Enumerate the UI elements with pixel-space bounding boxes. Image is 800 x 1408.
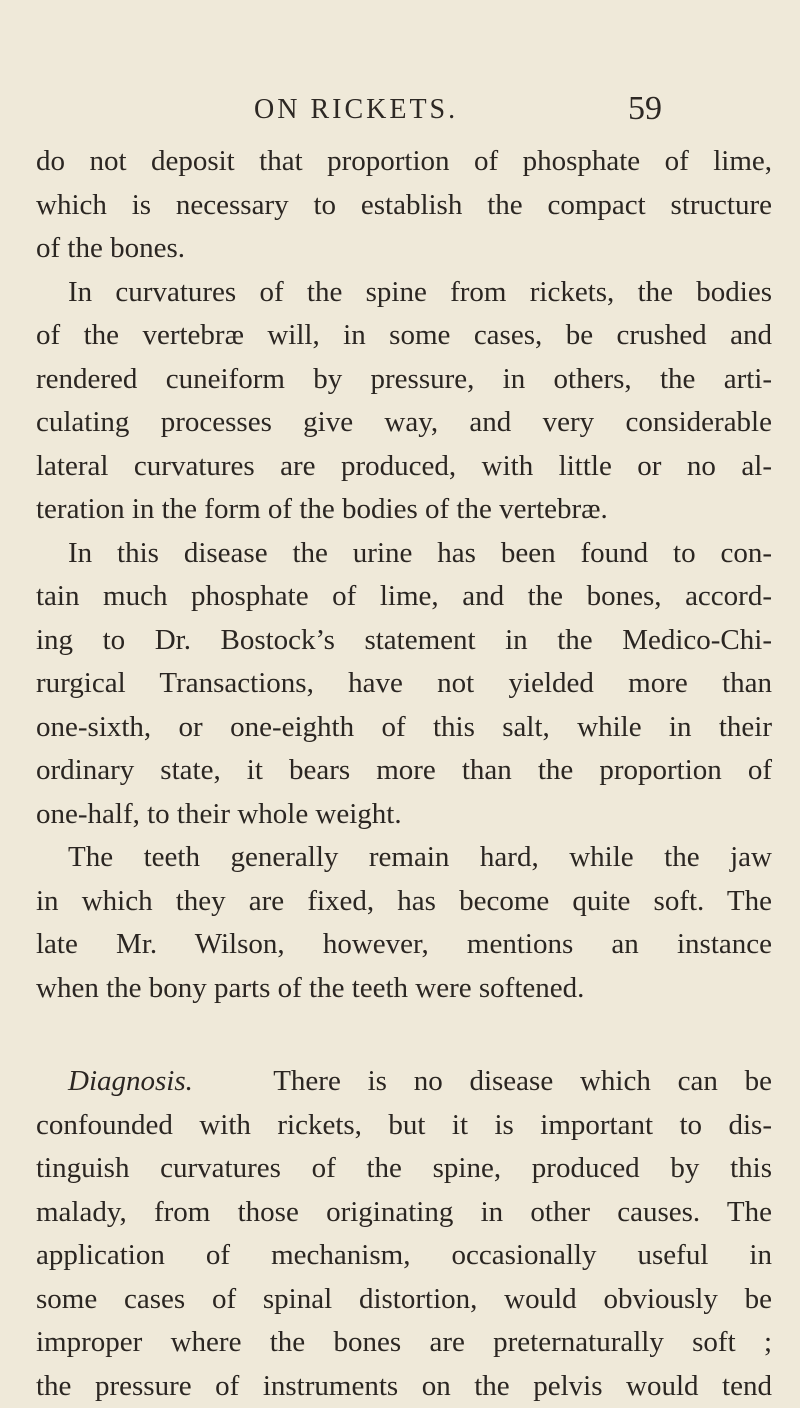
text-line: lateral curvatures are produced, with little or no al- [36, 445, 772, 489]
text-line: in which they are fixed, has become quite soft. The [36, 880, 772, 924]
text-line: which is necessary to establish the compact structure [36, 184, 772, 228]
running-head [0, 94, 800, 138]
paragraph-diagnosis [36, 1060, 772, 1408]
paragraph-3 [36, 532, 772, 837]
text-line: teration in the form of the bodies of the vertebræ. [36, 488, 772, 532]
text-line: culating processes give way, and very considerable [36, 401, 772, 445]
section-heading-diagnosis: Diagnosis. [68, 1065, 193, 1097]
text-line: rendered cuneiform by pressure, in others, the arti- [36, 358, 772, 402]
running-title: ON RICKETS. [254, 94, 458, 126]
paragraph-2 [36, 271, 772, 532]
text-line: one-sixth, or one-eighth of this salt, while in their [36, 706, 772, 750]
text-line: the pressure of instruments on the pelvis would tend [36, 1365, 772, 1408]
text-line: ing to Dr. Bostock’s statement in the Medico-Chi- [36, 619, 772, 663]
paragraph-1 [36, 140, 772, 271]
text-line: tinguish curvatures of the spine, produced by this [36, 1147, 772, 1191]
text-line: application of mechanism, occasionally useful in [36, 1234, 772, 1278]
text-line: some cases of spinal distortion, would obviously be [36, 1278, 772, 1322]
text-line: The teeth generally remain hard, while the jaw [36, 836, 772, 880]
text-line: In curvatures of the spine from rickets, the bodies [36, 271, 772, 315]
text-line: of the vertebræ will, in some cases, be crushed and [36, 314, 772, 358]
text-line-remainder: There is no disease which can be [273, 1065, 772, 1097]
text-line: of the bones. [36, 227, 772, 271]
text-line: ordinary state, it bears more than the proportion of [36, 749, 772, 793]
text-line: late Mr. Wilson, however, mentions an instance [36, 923, 772, 967]
body-text [36, 140, 772, 1408]
text-line: one-half, to their whole weight. [36, 793, 772, 837]
text-line: In this disease the urine has been found to con- [36, 532, 772, 576]
text-line [36, 1060, 772, 1104]
section-gap [36, 1010, 772, 1060]
text-line: when the bony parts of the teeth were softened. [36, 967, 772, 1011]
text-line: improper where the bones are preternaturally soft ; [36, 1321, 772, 1365]
text-line: malady, from those originating in other causes. The [36, 1191, 772, 1235]
paragraph-4 [36, 836, 772, 1010]
text-line: do not deposit that proportion of phosphate of lime, [36, 140, 772, 184]
page-number: 59 [628, 90, 662, 128]
text-line: confounded with rickets, but it is important to dis- [36, 1104, 772, 1148]
text-line: rurgical Transactions, have not yielded more than [36, 662, 772, 706]
text-line: tain much phosphate of lime, and the bones, accord- [36, 575, 772, 619]
